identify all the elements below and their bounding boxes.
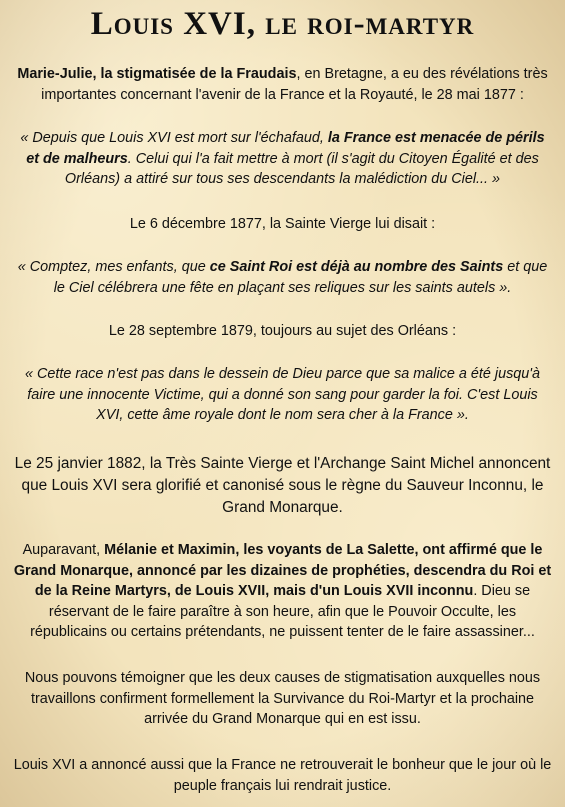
date-1879-line: Le 28 septembre 1879, toujours au sujet des Orléans : — [108, 323, 457, 339]
paragraph-1882: Le 25 janvier 1882, la Très Sainte Vierge et l'Archange Saint Michel annoncent que Louis XVI sera glorifié et canonisé sous le règne du Sauveur Inconnu, le Grand Monarque. — [14, 455, 551, 516]
salette-a: Auparavant, — [22, 542, 105, 558]
quote-dec-1877 — [12, 257, 553, 298]
salette-bold-text: , les voyants de La Salette, ont affirmé que le Grand Monarque, annoncé par les dizaines de prophéties, descendra du Roi et de la Reine Martyrs, de Louis XVII, mais d'un Louis XVII inconnu — [13, 542, 552, 599]
quote-dec-1877-a: « Comptez, mes enfants, que — [17, 259, 210, 275]
paragraph-testimony: Nous pouvons témoigner que les deux causes de stigmatisation auxquelles nous travaillons confirment formellement la Survivance du Roi-Martyr et la prochaine arrivée du Grand Monarque qui en est issu. — [24, 670, 541, 727]
page-title: Louis XVI, le roi-martyr — [90, 6, 475, 42]
salette-bold-names: Mélanie et Maximin — [104, 542, 236, 558]
salette-d: . Dieu se réservant de le faire paraître à son heure, afin que le Pouvoir Occulte, les républicains ou certains prétendants, ne puissent tenter de le faire assassiner... — [30, 583, 535, 640]
paragraph-closing: Louis XVI a annoncé aussi que la France ne retrouverait le bonheur que le jour où le peuple français lui rendrait justice. — [13, 757, 552, 794]
quote-1877-bold: la France est menacée de périls et de malheurs — [26, 130, 545, 167]
intro-rest: , en Bretagne, a eu des révélations très importantes concernant l'avenir de la France et la Royauté, le 28 mai 1877 : — [41, 66, 548, 103]
quote-1879: « Cette race n'est pas dans le dessein de Dieu parce que sa malice a été jusqu'à faire une innocente Victime, qui a donné son sang pour garder la foi. C'est Louis XVI, cette âme royale dont le nom sera cher à la France ». — [24, 366, 541, 423]
paragraph-salette — [12, 540, 553, 643]
quote-dec-1877-c: et que le Ciel célébrera une fête en plaçant ses reliques sur les saints autels ». — [53, 259, 548, 296]
intro-bold: Marie-Julie, la stigmatisée de la Fraudais — [17, 66, 297, 82]
quote-1877 — [12, 128, 553, 190]
quote-1877-a: « Depuis que Louis XVI est mort sur l'échafaud, — [20, 130, 328, 146]
quote-dec-1877-bold: ce Saint Roi est déjà au nombre des Saints — [209, 259, 504, 275]
quote-1877-c: . Celui qui l'a fait mettre à mort (il s'agit du Citoyen Égalité et des Orléans) a attiré sur tous ses descendants la malédiction du Ciel... » — [64, 150, 539, 187]
intro-paragraph — [12, 64, 553, 105]
date-1877-line: Le 6 décembre 1877, la Sainte Vierge lui disait : — [129, 216, 436, 232]
